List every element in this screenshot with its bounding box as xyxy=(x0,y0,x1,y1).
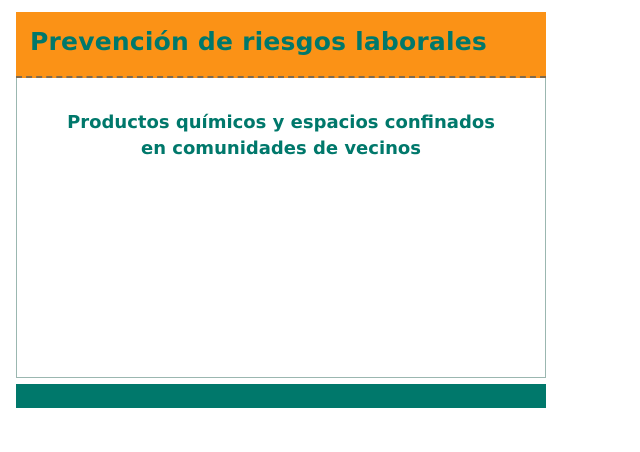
slide-canvas xyxy=(8,6,538,402)
page-title: Prevención de riesgos laborales xyxy=(30,27,487,56)
slide-footer-band xyxy=(16,384,546,408)
slide-subtitle-line-1: Productos químicos y espacios confinados xyxy=(67,112,495,133)
slide-subtitle xyxy=(28,110,534,162)
title-dashed-divider xyxy=(16,76,546,78)
slide-subtitle-line-2: en comunidades de vecinos xyxy=(140,138,422,159)
